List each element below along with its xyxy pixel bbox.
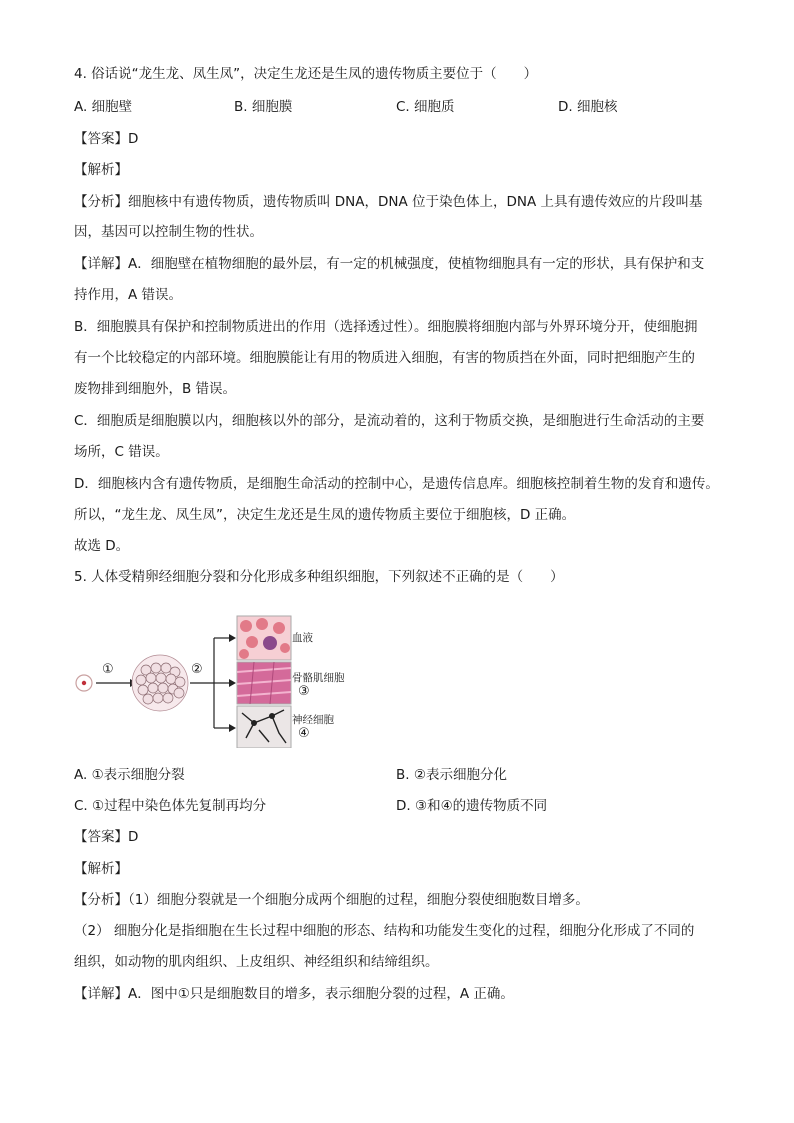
cell-mass-icon [132,655,188,711]
q4-answer: 【答案】D [74,131,139,147]
label-4: ④ [298,726,310,741]
q5-analysis-line: 【详解】A．图中①只是细胞数目的增多，表示细胞分裂的过程，A 正确。 [74,986,514,1002]
q5-option-b: B. ②表示细胞分化 [396,767,507,783]
q4-option-d: D. 细胞核 [558,99,618,115]
cell-differentiation-figure [74,598,374,748]
q4-analysis-line: 因，基因可以控制生物的性状。 [74,224,263,240]
q5-option-a: A. ①表示细胞分裂 [74,767,185,783]
nerve-label: 神经细胞 [292,714,334,726]
blood-label: 血液 [292,632,313,644]
q4-analysis-line: 有一个比较稳定的内部环境。细胞膜能让有用的物质进入细胞，有害的物质挡在外面，同时把细胞产生的 [74,350,695,366]
q4-conclusion: 故选 D。 [74,538,130,554]
q4-analysis-heading: 【解析】 [74,162,128,178]
muscle-tissue-icon [237,662,291,704]
q4-analysis-line: D．细胞核内含有遗传物质，是细胞生命活动的控制中心，是遗传信息库。细胞核控制着生物的发育和遗传。 [74,476,719,492]
q4-analysis-line: B．细胞膜具有保护和控制物质进出的作用（选择透过性）。细胞膜将细胞内部与外界环境分开，使细胞拥 [74,319,698,335]
q5-option-c: C. ①过程中染色体先复制再均分 [74,798,267,814]
q4-analysis-line: C．细胞质是细胞膜以内，细胞核以外的部分，是流动着的，这利于物质交换，是细胞进行生命活动的主要 [74,413,705,429]
q4-option-b: B. 细胞膜 [234,99,293,115]
muscle-label: 骨骼肌细胞 [292,672,345,684]
q4-analysis-line: 废物排到细胞外，B 错误。 [74,381,237,397]
q5-stem: 5. 人体受精卵经细胞分裂和分化形成多种组织细胞，下列叙述不正确的是（ ） [74,569,564,585]
zygote-nucleus-icon [82,681,86,685]
q4-stem: 4. 俗话说“龙生龙、凤生凤”，决定生龙还是生凤的遗传物质主要位于（ ） [74,66,538,82]
q5-analysis-line: 组织，如动物的肌肉组织、上皮组织、神经组织和结缔组织。 [74,954,439,970]
q4-analysis-line: 【分析】细胞核中有遗传物质，遗传物质叫 DNA，DNA 位于染色体上，DNA 上具有遗传效应的片段叫基 [74,194,703,210]
q5-analysis-heading: 【解析】 [74,861,128,877]
label-3: ③ [298,684,310,699]
q5-answer: 【答案】D [74,829,139,845]
q4-analysis-line: 所以，“龙生龙、凤生凤”，决定生龙还是生凤的遗传物质主要位于细胞核，D 正确。 [74,507,576,523]
q4-analysis-line: 【详解】A．细胞壁在植物细胞的最外层，有一定的机械强度，使植物细胞具有一定的形状，具有保护和支 [74,256,705,272]
q5-option-d: D. ③和④的遗传物质不同 [396,798,548,814]
step-1-label: ① [102,662,114,677]
step-2-label: ② [191,662,203,677]
blood-tissue-icon [237,616,291,660]
q5-analysis-line: 【分析】（1）细胞分裂就是一个细胞分成两个细胞的过程，细胞分裂使细胞数目增多。 [74,892,589,908]
q4-option-c: C. 细胞质 [396,99,455,115]
q4-analysis-line: 持作用，A 错误。 [74,287,183,303]
q4-analysis-line: 场所，C 错误。 [74,444,169,460]
nerve-tissue-icon [237,706,291,748]
q4-option-a: A. 细胞壁 [74,99,133,115]
q5-analysis-line: （2） 细胞分化是指细胞在生长过程中细胞的形态、结构和功能发生变化的过程，细胞分化形成了不同的 [74,923,695,939]
